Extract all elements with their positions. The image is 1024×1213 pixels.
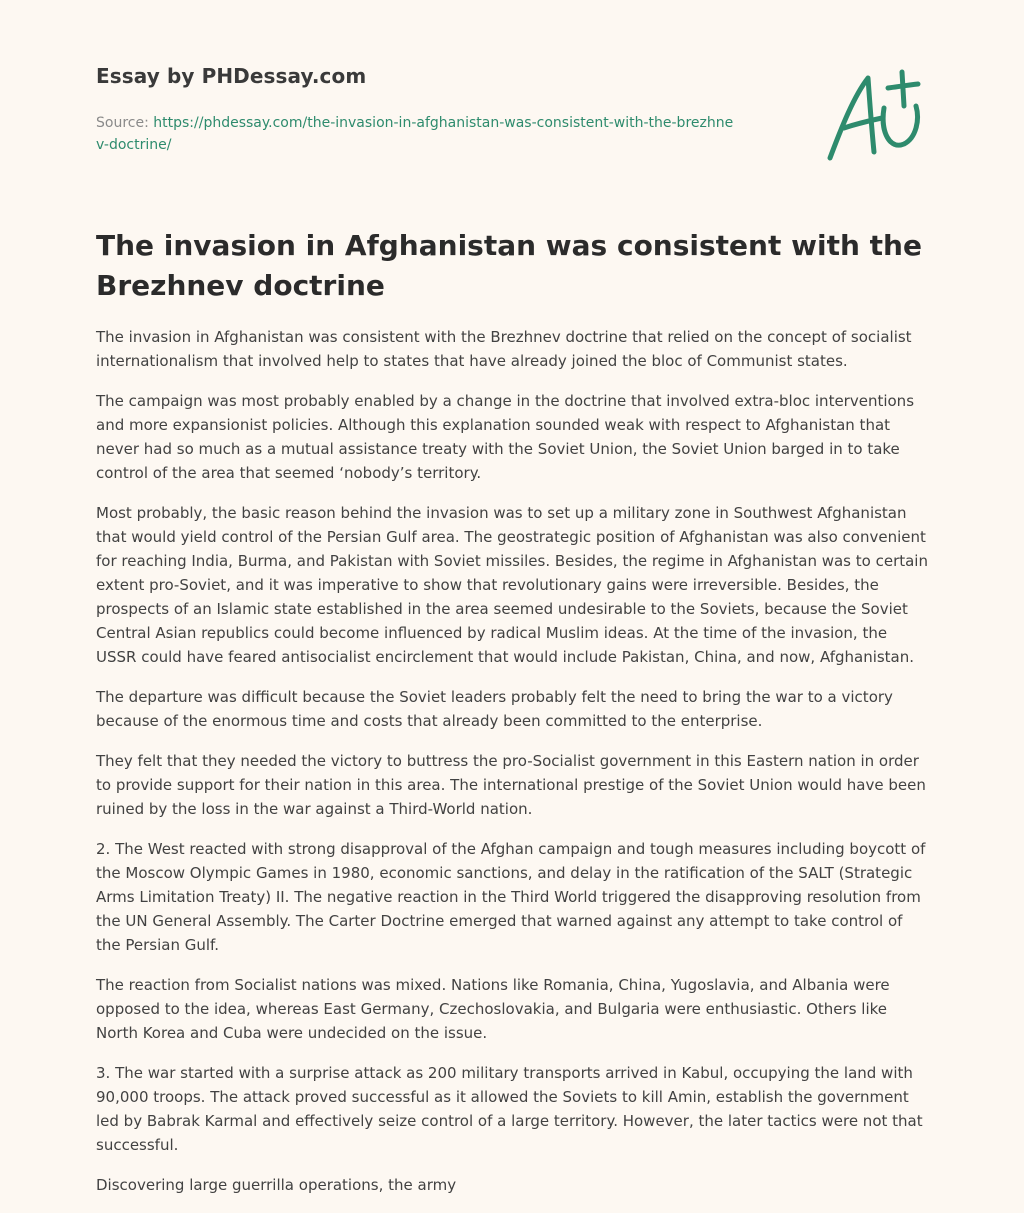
source-link[interactable]: https://phdessay.com/the-invasion-in-afghanistan-was-consistent-with-the-brezhnev-doctrine/ (96, 115, 734, 153)
source-line (96, 112, 736, 156)
paragraph: Most probably, the basic reason behind the invasion was to set up a military zone in Southwest Afghanistan that would yield control of the Persian Gulf area. The geostrategic position of Afghanistan was also convenient for reaching India, Burma, and Pakistan with Soviet missiles. Besides, the regime in Afghanistan was to certain extent pro-Soviet, and it was imperative to show that revolutionary gains were irreversible. Besides, the prospects of an Islamic state established in the area seemed undesirable to the Soviets, because the Soviet Central Asian republics could become influenced by radical Muslim ideas. At the time of the invasion, the USSR could have feared antisocialist encirclement that would include Pakistan, China, and now, Afghanistan. (96, 504, 928, 666)
paragraph: They felt that they needed the victory to buttress the pro-Socialist government in this Eastern nation in order to provide support for their nation in this area. The international prestige of the Soviet Union would have been ruined by the loss in the war against a Third-World nation. (96, 752, 926, 818)
page-header (96, 0, 928, 190)
paragraph: The campaign was most probably enabled by a change in the doctrine that involved extra-bloc interventions and more expansionist policies. Although this explanation sounded weak with respect to Afghanistan that never had so much as a mutual assistance treaty with the Soviet Union, the Soviet Union barged in to take control of the area that seemed ‘nobody’s territory. (96, 392, 915, 482)
paragraph: The departure was difficult because the Soviet leaders probably felt the need to bring the war to a victory because of the enormous time and costs that already been committed to the enterprise. (96, 688, 893, 730)
a-plus-logo-icon (824, 66, 928, 166)
essay-title: The invasion in Afghanistan was consistent with the Brezhnev doctrine (96, 229, 922, 302)
source-label: Source: (96, 115, 149, 131)
paragraph: 3. The war started with a surprise attack as 200 military transports arrived in Kabul, occupying the land with 90,000 troops. The attack proved successful as it allowed the Soviets to kill Amin, establish the government led by Babrak Karmal and effectively seize control of a large territory. However, the later tactics were not that successful. (96, 1064, 923, 1154)
essay-body (96, 325, 928, 1213)
essay-page (96, 0, 928, 1194)
site-title: Essay by PHDessay.com (96, 64, 367, 88)
paragraph: The invasion in Afghanistan was consistent with the Brezhnev doctrine that relied on the concept of socialist internationalism that involved help to states that have already joined the bloc of Communist states. (96, 328, 912, 370)
paragraph: The reaction from Socialist nations was mixed. Nations like Romania, China, Yugoslavia, and Albania were opposed to the idea, whereas East Germany, Czechoslovakia, and Bulgaria were enthusiastic. Others like North Korea and Cuba were undecided on the issue. (96, 976, 890, 1042)
paragraph: 2. The West reacted with strong disapproval of the Afghan campaign and tough measures including boycott of the Moscow Olympic Games in 1980, economic sanctions, and delay in the ratification of the SALT (Strategic Arms Limitation Treaty) II. The negative reaction in the Third World triggered the disapproving resolution from the UN General Assembly. The Carter Doctrine emerged that warned against any attempt to take control of the Persian Gulf. (96, 840, 926, 954)
paragraph: Discovering large guerrilla operations, the army (96, 1176, 457, 1194)
